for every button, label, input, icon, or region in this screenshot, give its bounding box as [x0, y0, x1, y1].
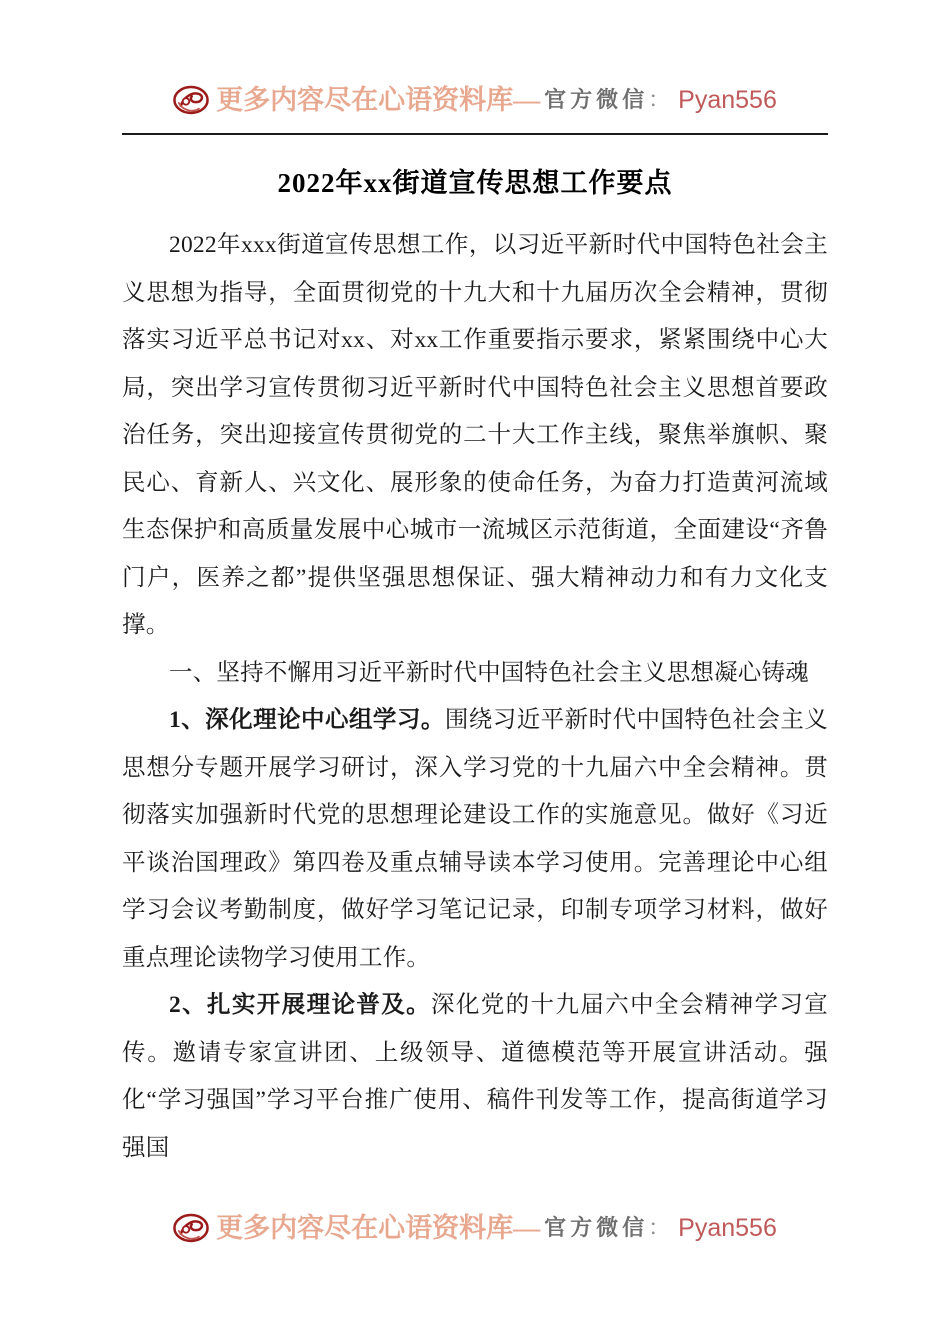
section-heading-text: 一、坚持不懈用习近平新时代中国特色社会主义思想凝心铸魂	[169, 659, 809, 686]
watermark-wechat-label: 官方微信	[544, 87, 649, 112]
watermark-separator: —	[513, 1212, 541, 1243]
watermark-wechat-label: 官方微信	[544, 1215, 649, 1240]
watermark-colon: ：	[648, 1215, 671, 1240]
watermark-wechat-handle: Pyan556	[678, 85, 777, 114]
paragraph-item-2	[122, 982, 828, 1172]
watermark-main-text: 更多内容尽在心语资料库	[216, 84, 514, 115]
item-lead-1: 1、深化理论中心组学习。	[169, 707, 445, 733]
watermark-wechat-handle: Pyan556	[678, 1213, 777, 1242]
paragraph-text: 2022年xxx街道宣传思想工作，以习近平新时代中国特色社会主义思想为指导，全面贯彻党的十九大和十九届历次全会精神，贯彻落实习近平总书记对xx、对xx工作重要指示要求，紧紧围绕中心大局，突出学习宣传贯彻习近平新时代中国特色社会主义思想首要政治任务，突出迎接宣传贯彻党的二十大工作主线，聚焦举旗帜、聚民心、育新人、兴文化、展形象的使命任务，为奋力打造黄河流域生态保护和高质量发展中心城市一流城区示范街道，全面建设“齐鲁门户，医养之都”提供坚强思想保证、强大精神动力和有力文化支撑。	[122, 232, 828, 638]
item-lead-2: 2、扎实开展理论普及。	[169, 992, 431, 1018]
page-title: 2022年xx街道宣传思想工作要点	[277, 168, 673, 198]
document-body	[122, 160, 828, 1172]
paragraph-text: 围绕习近平新时代中国特色社会主义思想分专题开展学习研讨，深入学习党的十九届六中全会精神。贯彻落实加强新时代党的思想理论建设工作的实施意见。做好《习近平谈治国理政》第四卷及重点辅导读本学习使用。完善理论中心组学习会议考勤制度，做好学习笔记记录，印制专项学习材料，做好重点理论读物学习使用工作。	[122, 707, 828, 971]
watermark-colon: ：	[648, 87, 671, 112]
watermark-separator: —	[513, 84, 541, 115]
watermark-footer	[0, 1206, 950, 1250]
swirl-emblem-logo-icon	[173, 82, 209, 118]
paragraph-intro	[122, 222, 828, 650]
watermark-main-text: 更多内容尽在心语资料库	[216, 1212, 514, 1243]
paragraph-text: 深化党的十九届六中全会精神学习宣传。邀请专家宣讲团、上级领导、道德模范等开展宣讲活动。强化“学习强国”学习平台推广使用、稿件刊发等工作，提高街道学习强国	[122, 992, 828, 1161]
header-divider	[122, 133, 828, 135]
paragraph-item-1	[122, 697, 828, 982]
swirl-emblem-logo-icon	[173, 1210, 209, 1246]
section-heading-1	[122, 650, 828, 698]
watermark-header	[0, 78, 950, 122]
